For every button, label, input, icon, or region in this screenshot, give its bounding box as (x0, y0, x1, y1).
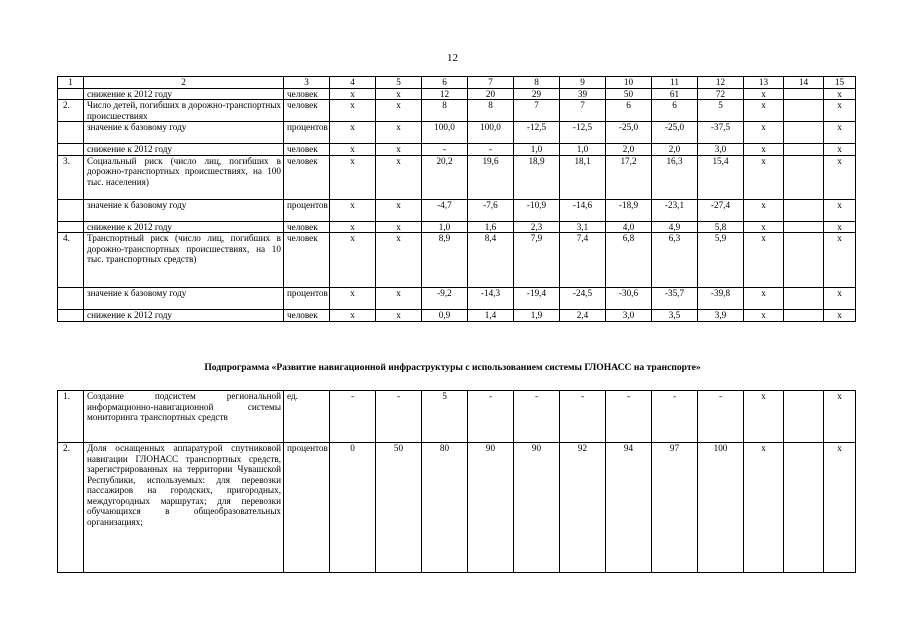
indicator-name: снижение к 2012 году (84, 88, 284, 100)
value-cell: 6 (652, 100, 698, 122)
value-cell: -12,5 (514, 122, 560, 144)
value-cell: 6,8 (606, 233, 652, 288)
row-number: 2. (58, 443, 84, 573)
value-cell (784, 310, 824, 322)
value-cell: -14,6 (560, 199, 606, 221)
value-cell: 19,6 (468, 155, 514, 199)
value-cell: х (376, 100, 422, 122)
header-cell: 4 (330, 77, 376, 89)
value-cell: - (468, 144, 514, 156)
value-cell: 3,1 (560, 221, 606, 233)
unit-cell: ед. (284, 391, 330, 443)
value-cell: -19,4 (514, 288, 560, 310)
row-number: 4. (58, 233, 84, 288)
value-cell: х (744, 199, 784, 221)
unit-cell: человек (284, 88, 330, 100)
unit-cell: человек (284, 221, 330, 233)
value-cell: 8 (468, 100, 514, 122)
value-cell: 5,8 (698, 221, 744, 233)
value-cell: х (824, 233, 856, 288)
value-cell: х (330, 155, 376, 199)
row-number (58, 288, 84, 310)
value-cell: х (744, 144, 784, 156)
value-cell: 2,4 (560, 310, 606, 322)
value-cell: 90 (514, 443, 560, 573)
value-cell: х (376, 155, 422, 199)
value-cell: 1,0 (422, 221, 468, 233)
value-cell: -37,5 (698, 122, 744, 144)
value-cell: 0 (330, 443, 376, 573)
value-cell: 7,9 (514, 233, 560, 288)
value-cell: х (744, 443, 784, 573)
value-cell: х (330, 221, 376, 233)
header-cell: 5 (376, 77, 422, 89)
value-cell: 1,0 (514, 144, 560, 156)
value-cell: -25,0 (606, 122, 652, 144)
value-cell: 7 (560, 100, 606, 122)
value-cell: х (824, 221, 856, 233)
value-cell (784, 233, 824, 288)
value-cell: -4,7 (422, 199, 468, 221)
value-cell: - (330, 391, 376, 443)
value-cell: -27,4 (698, 199, 744, 221)
value-cell: 18,9 (514, 155, 560, 199)
page-number: 12 (447, 52, 458, 64)
value-cell: 1,6 (468, 221, 514, 233)
value-cell: х (330, 88, 376, 100)
header-cell: 1 (58, 77, 84, 89)
value-cell: х (330, 310, 376, 322)
header-cell: 2 (84, 77, 284, 89)
table-row (58, 288, 856, 310)
value-cell: 0,9 (422, 310, 468, 322)
value-cell: - (698, 391, 744, 443)
row-number (58, 310, 84, 322)
value-cell: -23,1 (652, 199, 698, 221)
value-cell: 100,0 (468, 122, 514, 144)
value-cell: х (330, 199, 376, 221)
table-row (58, 443, 856, 573)
header-cell: 15 (824, 77, 856, 89)
value-cell: -25,0 (652, 122, 698, 144)
row-number (58, 122, 84, 144)
value-cell: х (744, 233, 784, 288)
value-cell: х (824, 100, 856, 122)
value-cell: 80 (422, 443, 468, 573)
value-cell: - (422, 144, 468, 156)
value-cell: 2,3 (514, 221, 560, 233)
value-cell: х (824, 310, 856, 322)
header-cell: 9 (560, 77, 606, 89)
value-cell: - (560, 391, 606, 443)
unit-cell: процентов (284, 122, 330, 144)
row-number: 3. (58, 155, 84, 199)
value-cell: - (468, 391, 514, 443)
header-cell: 12 (698, 77, 744, 89)
value-cell: 3,0 (606, 310, 652, 322)
value-cell: 97 (652, 443, 698, 573)
value-cell: х (824, 288, 856, 310)
table-row (58, 100, 856, 122)
value-cell: 3,0 (698, 144, 744, 156)
value-cell: 72 (698, 88, 744, 100)
indicator-name: Число детей, погибших в дорожно-транспортных происшествиях (84, 100, 284, 122)
header-cell: 14 (784, 77, 824, 89)
indicator-name: значение к базовому году (84, 122, 284, 144)
value-cell: х (824, 199, 856, 221)
value-cell (784, 155, 824, 199)
subprogram-indicators-table (57, 390, 856, 573)
value-cell: -14,3 (468, 288, 514, 310)
value-cell: 4,9 (652, 221, 698, 233)
value-cell: х (376, 221, 422, 233)
value-cell: 1,4 (468, 310, 514, 322)
value-cell (784, 221, 824, 233)
value-cell (784, 144, 824, 156)
unit-cell: человек (284, 233, 330, 288)
table-row (58, 221, 856, 233)
indicator-name: снижение к 2012 году (84, 310, 284, 322)
unit-cell: процентов (284, 288, 330, 310)
table-row (58, 233, 856, 288)
value-cell (784, 391, 824, 443)
value-cell: 2,0 (606, 144, 652, 156)
value-cell: х (824, 88, 856, 100)
value-cell: х (376, 88, 422, 100)
value-cell: - (376, 391, 422, 443)
value-cell: 94 (606, 443, 652, 573)
header-cell: 3 (284, 77, 330, 89)
value-cell: 7 (514, 100, 560, 122)
indicator-name: Транспортный риск (число лиц, погибших в дорожно-транспортных происшествиях, на 10 тыс. транспортных средств) (84, 233, 284, 288)
value-cell: х (744, 88, 784, 100)
value-cell: х (744, 288, 784, 310)
row-number (58, 144, 84, 156)
table-row (58, 155, 856, 199)
value-cell (784, 100, 824, 122)
table-row (58, 88, 856, 100)
value-cell: 16,3 (652, 155, 698, 199)
value-cell: 17,2 (606, 155, 652, 199)
value-cell: 29 (514, 88, 560, 100)
header-cell: 13 (744, 77, 784, 89)
table-row (58, 122, 856, 144)
value-cell: -18,9 (606, 199, 652, 221)
value-cell: 12 (422, 88, 468, 100)
value-cell: -12,5 (560, 122, 606, 144)
value-cell: 61 (652, 88, 698, 100)
header-cell: 8 (514, 77, 560, 89)
value-cell: х (376, 233, 422, 288)
unit-cell: процентов (284, 443, 330, 573)
value-cell: - (652, 391, 698, 443)
header-row (58, 77, 856, 89)
value-cell: - (606, 391, 652, 443)
value-cell: -7,6 (468, 199, 514, 221)
indicator-name: снижение к 2012 году (84, 221, 284, 233)
value-cell: х (744, 100, 784, 122)
value-cell: х (824, 155, 856, 199)
header-cell: 6 (422, 77, 468, 89)
value-cell (784, 199, 824, 221)
unit-cell: человек (284, 100, 330, 122)
value-cell: 1,9 (514, 310, 560, 322)
value-cell: 5 (698, 100, 744, 122)
row-number: 2. (58, 100, 84, 122)
value-cell: х (376, 122, 422, 144)
value-cell: х (376, 310, 422, 322)
value-cell: х (744, 221, 784, 233)
row-number (58, 199, 84, 221)
value-cell: х (824, 443, 856, 573)
table-row (58, 144, 856, 156)
value-cell: 20 (468, 88, 514, 100)
value-cell (784, 443, 824, 573)
value-cell: 8,9 (422, 233, 468, 288)
row-number: 1. (58, 391, 84, 443)
indicator-name: значение к базовому году (84, 288, 284, 310)
value-cell: -30,6 (606, 288, 652, 310)
value-cell: х (376, 288, 422, 310)
value-cell: х (330, 288, 376, 310)
value-cell: 20,2 (422, 155, 468, 199)
value-cell: 5,9 (698, 233, 744, 288)
value-cell: -35,7 (652, 288, 698, 310)
value-cell: 7,4 (560, 233, 606, 288)
value-cell: 6 (606, 100, 652, 122)
indicator-name: Создание подсистем региональной информационно-навигационной системы мониторинга транспортных средств (84, 391, 284, 443)
value-cell: 3,9 (698, 310, 744, 322)
value-cell: х (824, 144, 856, 156)
value-cell: х (330, 233, 376, 288)
indicators-table (57, 76, 856, 322)
value-cell: - (514, 391, 560, 443)
value-cell: х (330, 144, 376, 156)
value-cell (784, 288, 824, 310)
header-cell: 11 (652, 77, 698, 89)
value-cell: 3,5 (652, 310, 698, 322)
value-cell: х (744, 122, 784, 144)
value-cell: 6,3 (652, 233, 698, 288)
value-cell: 50 (376, 443, 422, 573)
value-cell: 39 (560, 88, 606, 100)
value-cell: х (744, 310, 784, 322)
value-cell: 100 (698, 443, 744, 573)
row-number (58, 221, 84, 233)
value-cell: 5 (422, 391, 468, 443)
value-cell: 1,0 (560, 144, 606, 156)
table-row (58, 310, 856, 322)
subprogram-title: Подпрограмма «Развитие навигационной инфраструктуры с использованием системы ГЛОНАСС на транспорте» (204, 362, 701, 373)
value-cell: -24,5 (560, 288, 606, 310)
indicator-name: снижение к 2012 году (84, 144, 284, 156)
value-cell: 2,0 (652, 144, 698, 156)
value-cell: 90 (468, 443, 514, 573)
table-row (58, 391, 856, 443)
value-cell: х (824, 391, 856, 443)
value-cell: х (824, 122, 856, 144)
value-cell: 18,1 (560, 155, 606, 199)
indicator-name: значение к базовому году (84, 199, 284, 221)
value-cell: 100,0 (422, 122, 468, 144)
value-cell: 8,4 (468, 233, 514, 288)
table-row (58, 199, 856, 221)
value-cell: х (376, 144, 422, 156)
header-cell: 7 (468, 77, 514, 89)
unit-cell: процентов (284, 199, 330, 221)
value-cell: -39,8 (698, 288, 744, 310)
value-cell: х (744, 155, 784, 199)
value-cell: -10,9 (514, 199, 560, 221)
unit-cell: человек (284, 144, 330, 156)
value-cell: 15,4 (698, 155, 744, 199)
value-cell: 50 (606, 88, 652, 100)
unit-cell: человек (284, 310, 330, 322)
value-cell: 8 (422, 100, 468, 122)
unit-cell: человек (284, 155, 330, 199)
value-cell (784, 122, 824, 144)
indicator-name: Социальный риск (число лиц, погибших в дорожно-транспортных происшествиях, на 100 тыс. населения) (84, 155, 284, 199)
value-cell: 92 (560, 443, 606, 573)
value-cell: х (330, 122, 376, 144)
value-cell: х (330, 100, 376, 122)
row-number (58, 88, 84, 100)
value-cell: х (744, 391, 784, 443)
header-cell: 10 (606, 77, 652, 89)
value-cell: 4,0 (606, 221, 652, 233)
indicator-name: Доля оснащенных аппаратурой спутниковой навигации ГЛОНАСС транспортных средств, зарегистрированных на территории Чувашской Республики, используемых: для перевозки пассажиров на городских, пригородных, междугородных маршрутах; для перевозки обучающихся в общеобразовательных организациях; (84, 443, 284, 573)
value-cell: х (376, 199, 422, 221)
value-cell (784, 88, 824, 100)
value-cell: -9,2 (422, 288, 468, 310)
